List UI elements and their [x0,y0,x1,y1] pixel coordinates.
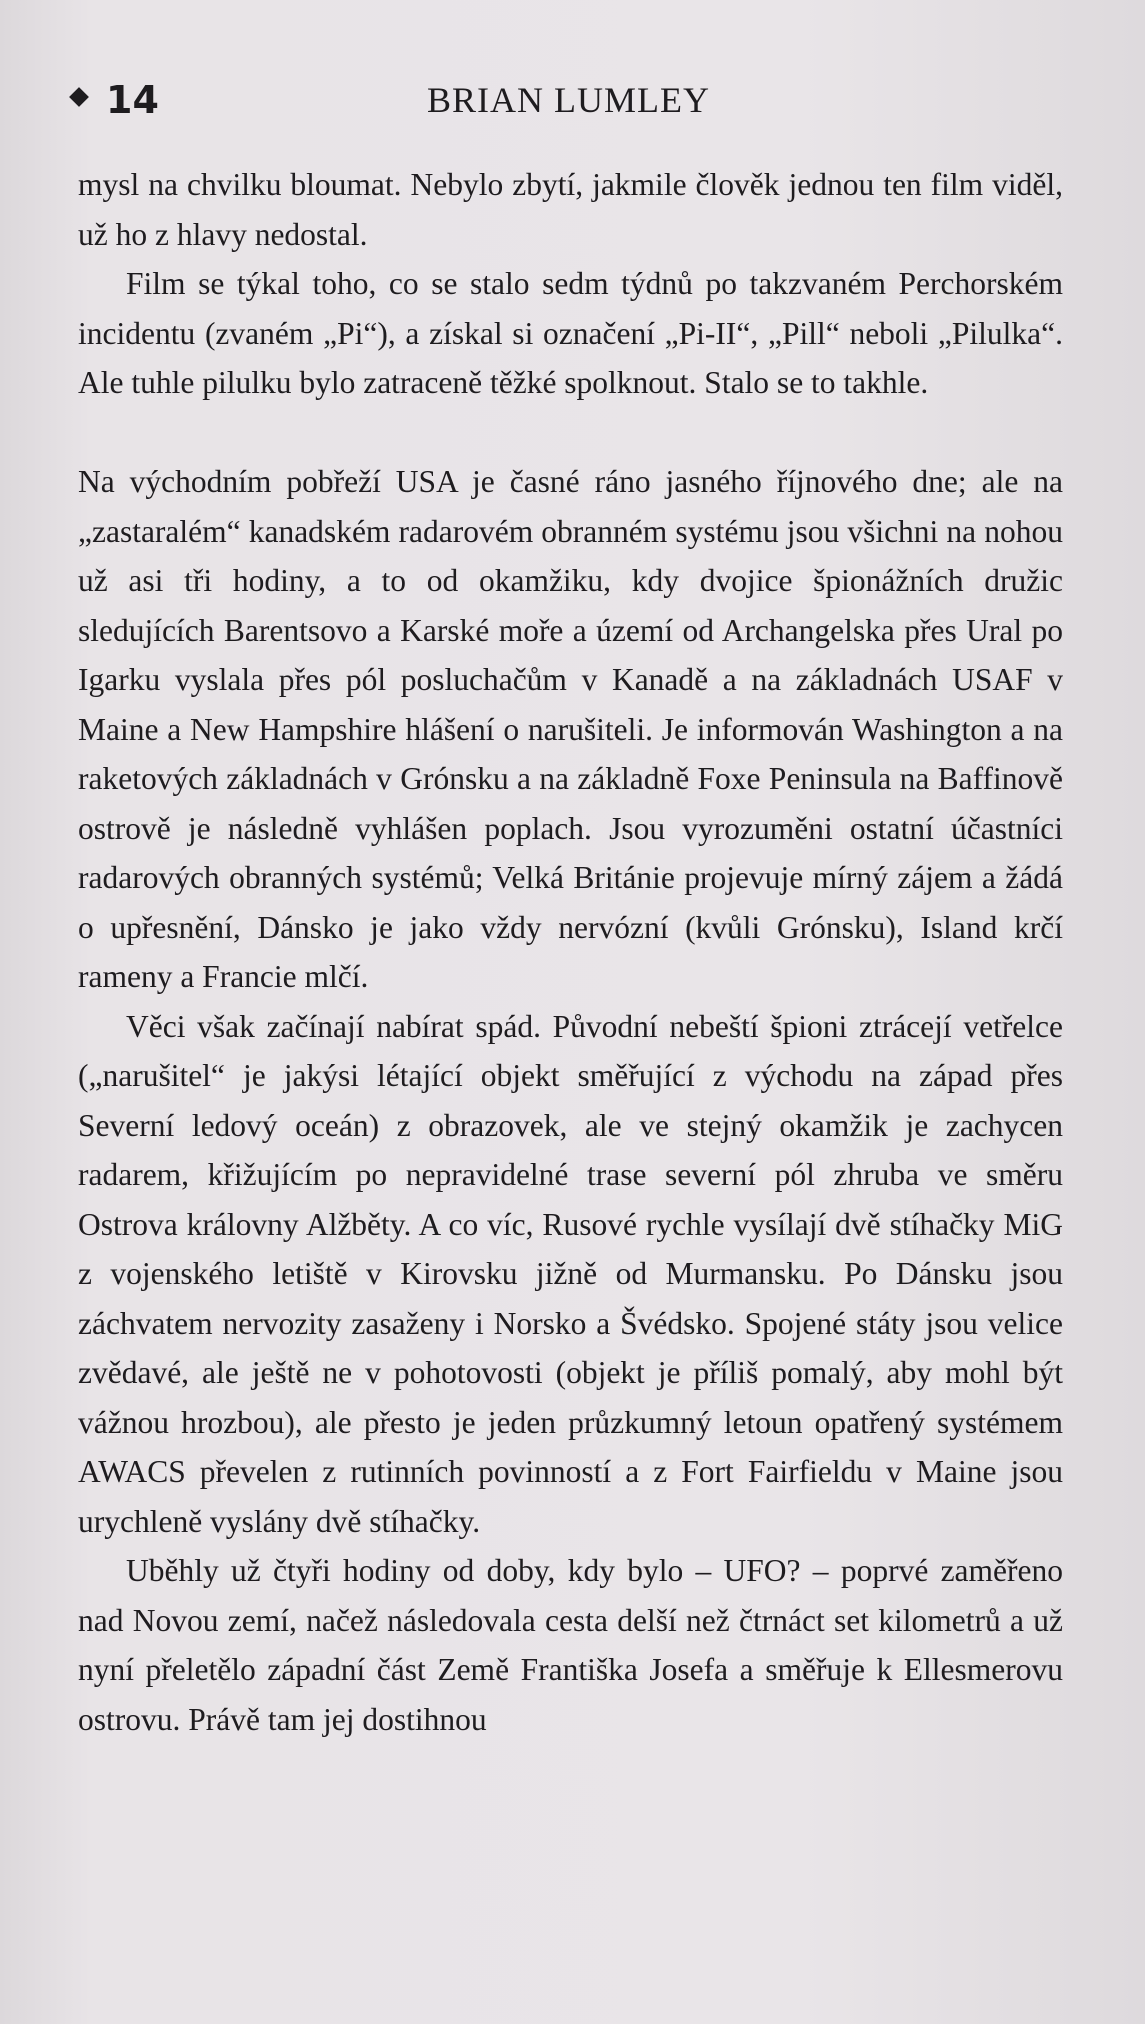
body-text [78,160,1063,1744]
paragraph: Věci však začínají nabírat spád. Původní nebeští špioni ztrácejí vetřelce („narušitel“ je jakýsi létající objekt směřující z východu na západ přes Severní ledový oceán) z obrazovek, ale ve stejný okamžik je zachycen radarem, křižujícím po nepravidelné trase severní pól zhruba ve směru Ostrova královny Alžběty. A co víc, Rusové rychle vysílají dvě stíhačky MiG z vojenského letiště v Kirovsku jižně od Murmansku. Po Dánsku jsou záchvatem nervozity zasaženy i Norsko a Švédsko. Spojené státy jsou velice zvědavé, ale ještě ne v pohotovosti (objekt je příliš pomalý, aby mohl být vážnou hrozbou), ale přesto je jeden průzkumný letoun opatřený systémem AWACS převelen z rutinních povinností a z Fort Fairfieldu v Maine jsou urychleně vyslány dvě stíhačky. [78,1008,1063,1539]
paragraph: Uběhly už čtyři hodiny od doby, kdy bylo – UFO? – poprvé zaměřeno nad Novou zemí, načež následovala cesta delší než čtrnáct set kilometrů a už nyní přeletělo západní část Země Františka Josefa a směřuje k Ellesmerovu ostrovu. Právě tam jej dostihnou [78,1553,1063,1737]
paragraph: Na východním pobřeží USA je časné ráno jasného říjnového dne; ale na „zastaralém“ kanadském radarovém obranném systému jsou všichni na nohou už asi tři hodiny, a to od okamžiku, kdy dvojice špionážních družic sledujících Barentsovo a Karské moře a území od Archangelska přes Ural po Igarku vyslala přes pól posluchačům v Kanadě a na základnách USAF v Maine a New Hampshire hlášení o narušiteli. Je informován Washington a na raketových základnách v Grónsku a na základně Foxe Peninsula na Baffinově ostrově je následně vyhlášen poplach. Jsou vyrozuměni ostatní účastníci radarových obranných systémů; Velká Británie projevuje mírný zájem a žádá o upřesnění, Dánsko je jako vždy nervózní (kvůli Grónsku), Island krčí rameny a Francie mlčí. [78,464,1063,994]
page-number: 14 [106,78,159,122]
paragraph: Film se týkal toho, co se stalo sedm týdnů po takzvaném Perchorském incidentu (zvaném „Pi“), a získal si označení „Pi-II“, „Pill“ neboli „Pilulka“. Ale tuhle pilulku bylo zatraceně těžké spolknout. Stalo se to takhle. [78,266,1063,400]
paragraph: mysl na chvilku bloumat. Nebylo zbytí, jakmile člověk jednou ten film viděl, už ho z hlavy nedostal. [78,167,1063,252]
page-header [72,70,1072,130]
diamond-ornament-icon [69,87,89,107]
running-head: BRIAN LUMLEY [427,80,710,120]
